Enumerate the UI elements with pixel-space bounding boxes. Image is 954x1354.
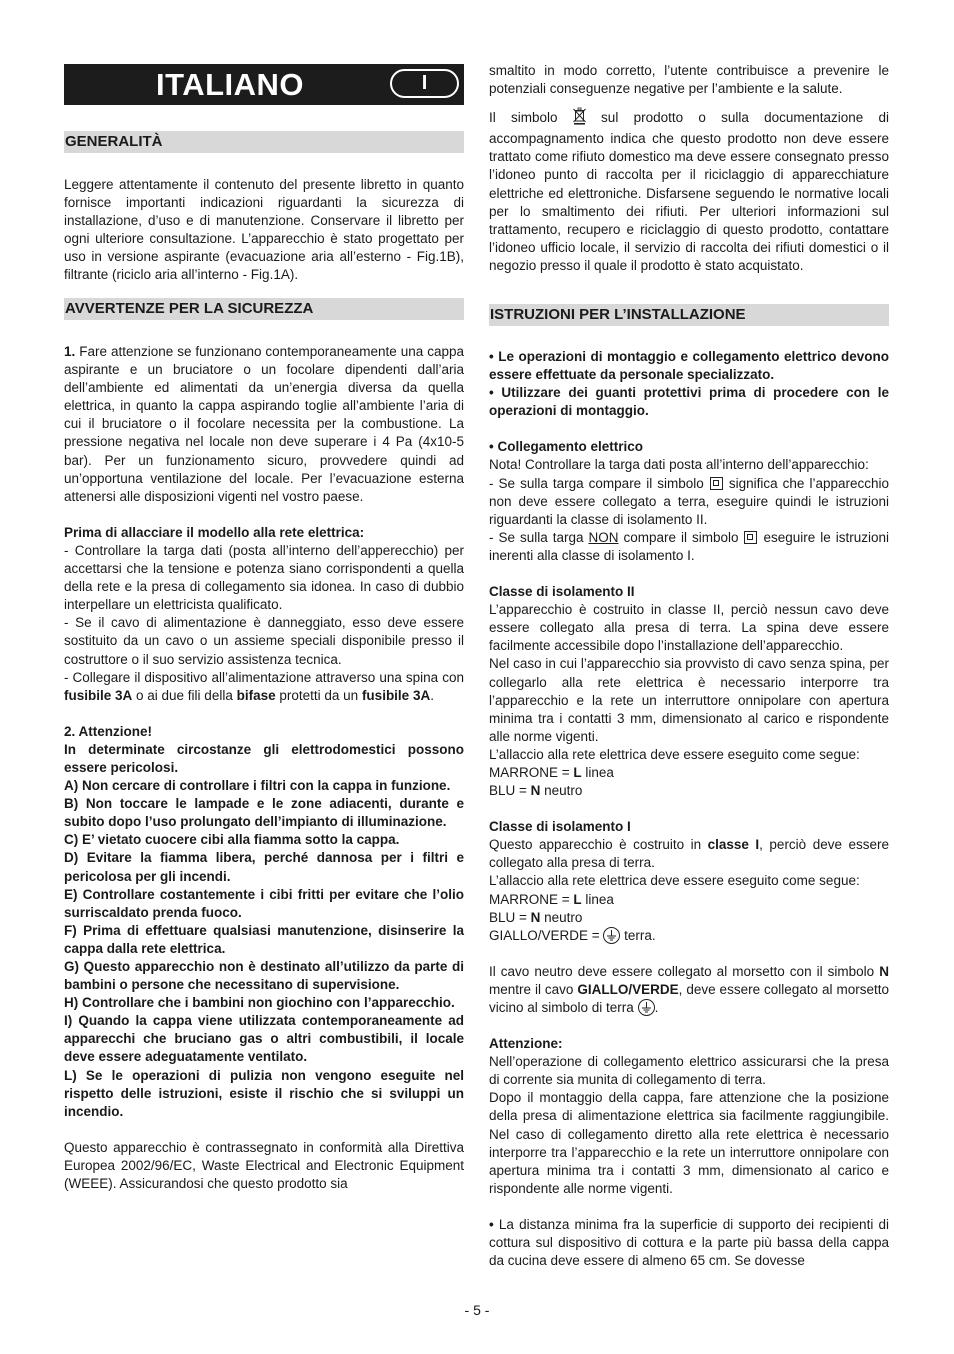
class-ii-paragraph-2: Nel caso in cui l’apparecchio sia provvisto di cavo senza spina, per collegarlo alla rete elettrica è necessario interporre tra l’apparecchio e la rete un interruttore onnipolare con apertura minima tra i contatti 3 mm, dimensionato al carico e rispondente alle norme vigenti. — [489, 656, 889, 744]
distance-paragraph: • La distanza minima fra la superficie di supporto dei recipienti di cottura sul dispositivo di cottura e la parte più bassa della cappa da cucina deve essere di almeno 65 cm. Se dovesse — [489, 1216, 889, 1269]
safety-section — [64, 343, 464, 1193]
safety-point-1-text: Fare attenzione se funzionano contemporaneamente una cappa aspirante e un bruciatore o un focolare dipendenti dall’aria dell’ambiente ed alimentati da un’energia diversa da quella elettrica, in quanto la cappa aspirando toglie all’ambiente l’aria di cui il bruciatore o il focolare necessita per la combustione. La pressione negativa nel locale non deve superare i 4 Pa (4x10-5 bar). Per un funzionamento sicuro, provvedere quindi ad un’opportuna ventilazione del locale. Per l’evacuazione esterna attenersi alle disposizioni vigenti nel vostro paese. — [64, 344, 464, 504]
installation-heading: ISTRUZIONI PER L’INSTALLAZIONE — [489, 304, 889, 326]
attention-item-f: F) Prima di effettuare qualsiasi manutenzione, disinserire la cappa dalla rete elettrica. — [64, 922, 464, 956]
safety-point-1-number: 1. — [64, 344, 76, 359]
weee-continued-paragraph: smaltito in modo corretto, l’utente contribuisce a prevenire le potenziali conseguenze negative per l’ambiente e la salute. — [489, 63, 889, 97]
warning-title: Attenzione: — [489, 1036, 563, 1052]
attention-item-i: I) Quando la cappa viene utilizzata contemporaneamente ad apparecchi che bruciano gas o altri combustibili, il locale deve essere adeguatamente ventilato. — [64, 1013, 464, 1065]
double-insulation-square-icon — [744, 531, 757, 544]
warning-paragraph-2: Dopo il montaggio della cappa, fare attenzione che la posizione della presa di alimentazione elettrica sia facilmente raggiungibile. Nel caso di collegamento diretto alla rete elettrica è necessario interporre tra l’apparecchio e la rete un interruttore onnipolare con apertura minima tra i contatti 3 mm, dimensionato al carico e rispondente alle norme vigenti. — [489, 1090, 889, 1196]
connect-item-2: - Se il cavo di alimentazione è danneggiato, esso deve essere sostituito da un cavo o un assieme speciali disponibile presso il costruttore o il suo servizio assistenza tecnica. — [64, 615, 464, 667]
page-number: - 5 - — [464, 1302, 490, 1318]
class-i-paragraph-2: L’allaccio alla rete elettrica deve essere eseguito come segue: — [489, 873, 860, 889]
general-section — [64, 176, 464, 285]
language-banner — [64, 64, 464, 105]
attention-item-e: E) Controllare costantemente i cibi fritti per evitare che l’olio surriscaldato prenda fuoco. — [64, 886, 464, 920]
general-paragraph: Leggere attentamente il contenuto del presente libretto in quanto fornisce importanti indicazioni riguardanti la sicurezza di installazione, d’uso e di manutenzione. Conservare il libretto per ogni ulteriore consultazione. L’apparecchio è stato progettato per uso in versione aspirante (evacuazione aria all’esterno - Fig.1B), filtrante (riciclo aria all’interno - Fig.1A). — [64, 177, 464, 283]
class-i-green-wire: GIALLO/VERDE = terra. — [489, 927, 656, 943]
attention-item-d: D) Evitare la fiamma libera, perché dannosa per i filtri e pericolosa per gli incendi. — [64, 850, 464, 884]
neutral-wire-paragraph: Il cavo neutro deve essere collegato al morsetto con il simbolo N mentre il cavo GIALLO/VERDE, deve essere collegato al morsetto vicino al simbolo di terra . — [489, 963, 889, 1015]
attention-item-b: B) Non toccare le lampade e le zone adiacenti, durante e subito dopo l’uso prolungato dell’impianto di illuminazione. — [64, 796, 464, 830]
safety-point-1 — [64, 343, 464, 506]
safety-heading: AVVERTENZE PER LA SICUREZZA — [64, 298, 464, 320]
install-bullet-1: • Le operazioni di montaggio e collegamento elettrico devono essere effettuate da personale specializzato. — [489, 349, 889, 383]
earth-ground-icon — [638, 999, 655, 1016]
class-ii-paragraph-3: L’allaccio alla rete elettrica deve essere eseguito come segue: — [489, 746, 860, 762]
class-i-title: Classe di isolamento I — [489, 819, 631, 835]
connect-item-3: - Collegare il dispositivo all’alimentazione attraverso una spina con fusibile 3A o ai due fili della bifase protetti da un fusibile 3A. — [64, 669, 464, 703]
attention-title: 2. Attenzione! — [64, 723, 153, 739]
attention-item-g: G) Questo apparecchio non è destinato all’utilizzo da parte di bambini o persone che necessitano di supervisione. — [64, 959, 464, 993]
double-insulation-square-icon — [710, 477, 723, 490]
crossed-out-wheelie-bin-icon — [573, 107, 586, 130]
language-title: ITALIANO — [155, 67, 305, 102]
attention-item-c: C) E’ vietato cuocere cibi alla fiamma sotto la cappa. — [64, 832, 400, 848]
class-ii-paragraph-1: L’apparecchio è costruito in classe II, perciò nessun cavo deve essere collegato alla presa di terra. La spina deve essere facilmente accessibile dopo l’installazione dell’apparecchio. — [489, 602, 889, 654]
attention-item-l: L) Se le operazioni di pulizia non vengono eseguite nel rispetto delle istruzioni, esiste il rischio che si sviluppi un incendio. — [64, 1067, 464, 1119]
install-bullet-2: • Utilizzare dei guanti protettivi prima di procedere con le operazioni di montaggio. — [489, 385, 889, 419]
general-heading: GENERALITÀ — [64, 131, 464, 153]
warning-paragraph-1: Nell’operazione di collegamento elettrico assicurarsi che la presa di corrente sia munita di collegamento di terra. — [489, 1054, 889, 1088]
electrical-note: Nota! Controllare la targa dati posta all’interno dell’apparecchio: — [489, 457, 869, 473]
electrical-item-2: - Se sulla targa NON compare il simbolo eseguire le istruzioni inerenti alla classe di isolamento I. — [489, 529, 889, 563]
connect-item-1: - Controllare la targa dati (posta all’interno dell’apperecchio) per accettarsi che la tensione e potenza siano corrispondenti a quella della rete e la presa di collegamento sia idonea. In caso di dubbio interpellare un elettricista qualificato. — [64, 542, 464, 613]
electrical-item-1: - Se sulla targa compare il simbolo significa che l’apparecchio non deve essere collegato a terra, eseguire quindi le istruzioni riguardanti la classe di isolamento II. — [489, 475, 889, 527]
class-i-paragraph-1: Questo apparecchio è costruito in classe I, perciò deve essere collegato alla presa di terra. — [489, 837, 889, 871]
installation-section — [489, 348, 889, 1270]
attention-intro: In determinate circostanze gli elettrodomestici possono essere pericolosi. — [64, 741, 464, 775]
electrical-connection-title: • Collegamento elettrico — [489, 439, 644, 455]
class-i-blue-wire: BLU = N neutro — [489, 909, 583, 925]
attention-item-h: H) Controllare che i bambini non giochino con l’apparecchio. — [64, 995, 455, 1011]
attention-item-a: A) Non cercare di controllare i filtri con la cappa in funzione. — [64, 778, 451, 794]
weee-continued — [489, 62, 889, 275]
language-code-badge: I — [390, 69, 459, 98]
weee-paragraph: Questo apparecchio è contrassegnato in conformità alla Direttiva Europea 2002/96/EC, Waste Electrical and Electronic Equipment (WEEE). Assicurandosi che questo prodotto sia — [64, 1139, 464, 1192]
class-ii-title: Classe di isolamento II — [489, 584, 635, 600]
earth-ground-icon — [603, 927, 620, 944]
class-ii-brown-wire: MARRONE = L linea — [489, 764, 614, 780]
class-i-brown-wire: MARRONE = L linea — [489, 891, 614, 907]
class-ii-blue-wire: BLU = N neutro — [489, 783, 583, 799]
symbol-paragraph: Il simbolo sul prodotto o sulla documentazione di accompagnamento indica che questo prodotto non deve essere trattato come rifiuto domestico ma deve essere consegnato presso l’idoneo punto di raccolta per il riciclaggio di apparecchiature elettriche ed elettroniche. Disfarsene seguendo le normative locali per lo smaltimento dei rifiuti. Per ulteriori informazioni sul trattamento, recupero e riciclaggio di questo prodotto, contattare l’idoneo ufficio locale, il servizio di raccolta dei rifiuti domestici o il negozio presso il quale il prodotto è stato acquistato. — [489, 107, 889, 275]
connect-title: Prima di allacciare il modello alla rete elettrica: — [64, 524, 365, 540]
